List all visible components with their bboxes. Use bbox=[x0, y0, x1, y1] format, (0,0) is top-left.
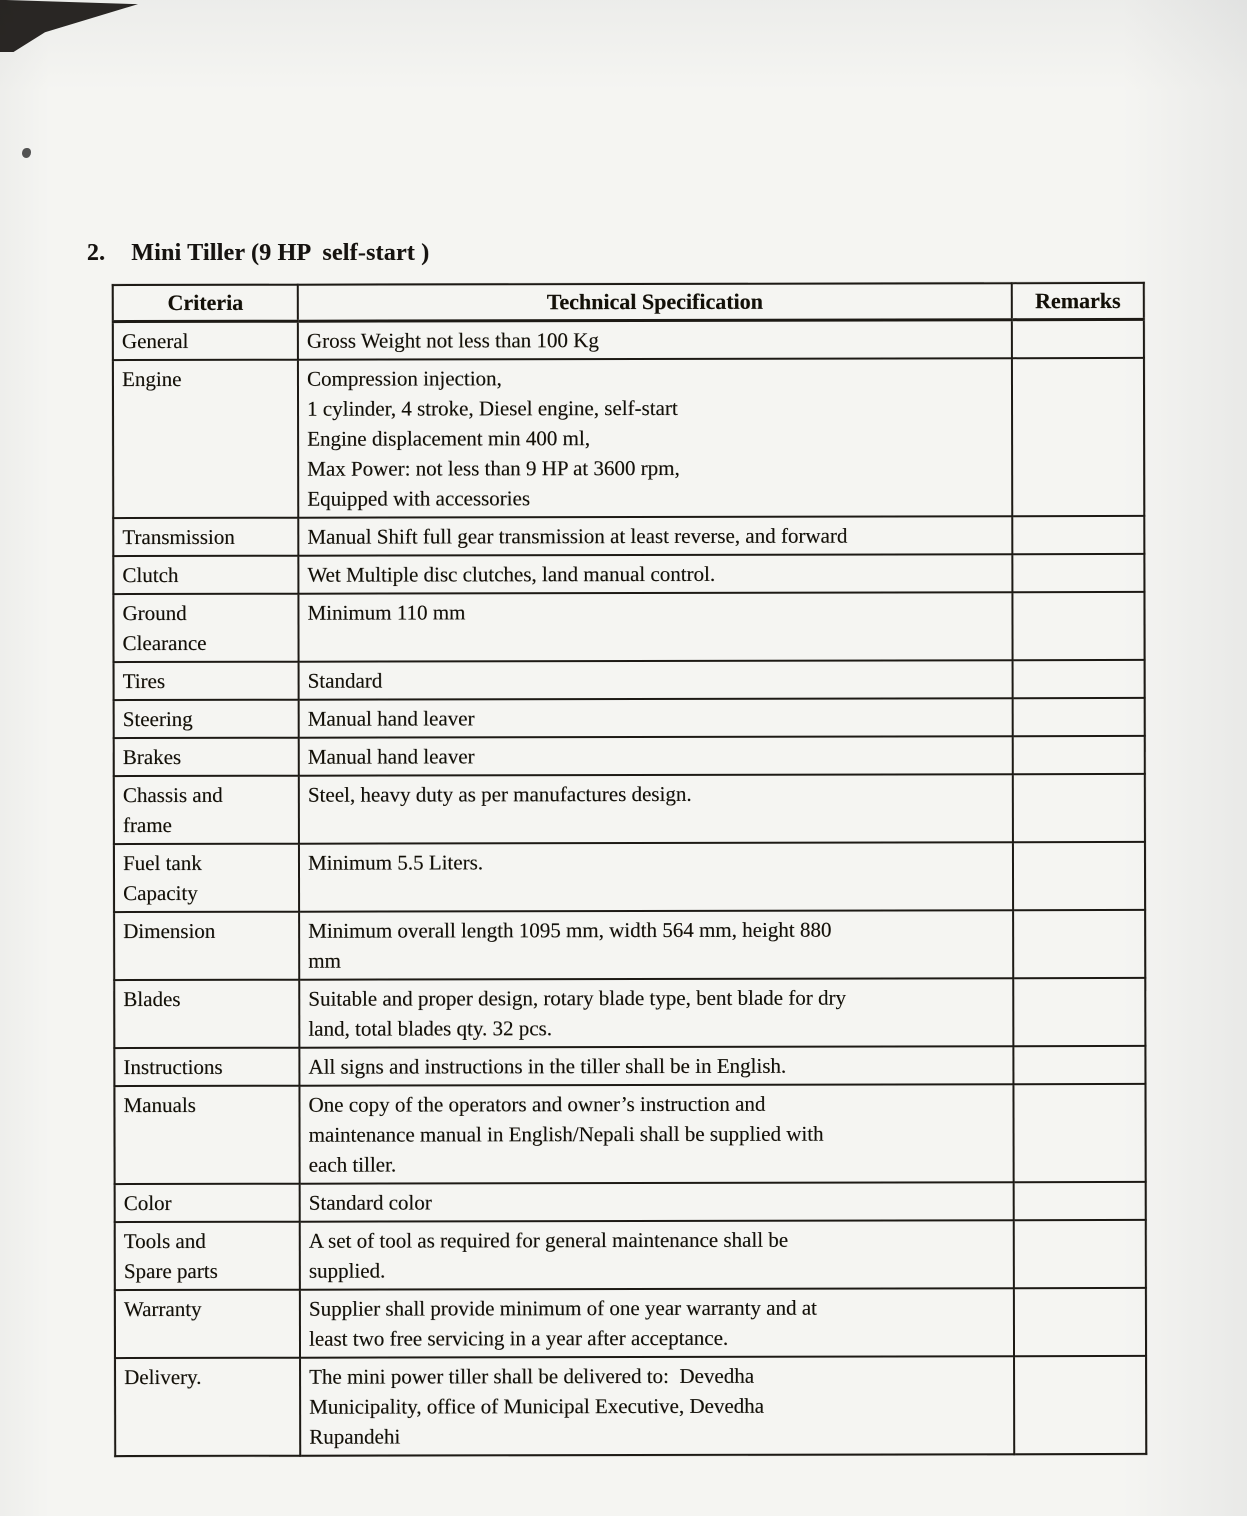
criteria-line: Steering bbox=[122, 706, 193, 732]
spec-line: Gross Weight not less than 100 Kg bbox=[306, 328, 599, 353]
criteria-cell bbox=[113, 518, 298, 556]
criteria-cell bbox=[114, 776, 299, 844]
spec-cell bbox=[299, 660, 1013, 699]
criteria-line: Capacity bbox=[123, 880, 198, 906]
spec-line: land, total blades qty. 32 pcs. bbox=[308, 1016, 552, 1041]
remarks-cell bbox=[1014, 1288, 1146, 1356]
spec-cell bbox=[299, 842, 1013, 911]
spec-line: Minimum 110 mm bbox=[307, 600, 466, 625]
spec-line: Manual hand leaver bbox=[307, 706, 475, 731]
spec-line: least two free servicing in a year after acceptance. bbox=[308, 1325, 729, 1351]
table-row bbox=[114, 842, 1145, 912]
criteria-line: Instructions bbox=[123, 1054, 223, 1080]
criteria-line: Fuel tank bbox=[122, 850, 202, 876]
criteria-line: frame bbox=[122, 812, 172, 838]
criteria-line: Delivery. bbox=[124, 1364, 202, 1390]
spec-cell bbox=[298, 358, 1012, 517]
spec-cell bbox=[299, 774, 1013, 843]
spec-line: Manual Shift full gear transmission at least reverse, and forward bbox=[307, 523, 848, 549]
spec-line: supplied. bbox=[308, 1258, 386, 1283]
criteria-cell bbox=[114, 738, 299, 776]
criteria-cell bbox=[114, 1048, 299, 1086]
spec-cell bbox=[298, 554, 1012, 593]
spec-cell bbox=[298, 592, 1012, 661]
spec-line: mm bbox=[308, 948, 341, 973]
remarks-cell bbox=[1014, 1356, 1146, 1454]
criteria-cell bbox=[114, 844, 299, 912]
spec-line: Suitable and proper design, rotary blade type, bent blade for dry bbox=[308, 985, 846, 1011]
spec-line: each tiller. bbox=[308, 1152, 397, 1177]
criteria-cell bbox=[115, 1184, 300, 1222]
table-row bbox=[113, 358, 1144, 518]
spec-line: Minimum 5.5 Liters. bbox=[307, 850, 484, 875]
table-row bbox=[114, 1046, 1145, 1086]
table-row bbox=[114, 910, 1145, 980]
table-row bbox=[113, 516, 1144, 556]
spec-line: A set of tool as required for general maintenance shall be bbox=[308, 1227, 789, 1253]
criteria-cell bbox=[114, 700, 299, 738]
remarks-cell bbox=[1013, 736, 1145, 774]
table-row bbox=[114, 978, 1145, 1048]
criteria-cell bbox=[113, 556, 298, 594]
remarks-cell bbox=[1012, 319, 1144, 358]
spec-cell bbox=[300, 1356, 1014, 1455]
table-body bbox=[113, 319, 1146, 1456]
table-row bbox=[113, 592, 1144, 662]
criteria-cell bbox=[114, 980, 299, 1048]
spec-cell bbox=[298, 516, 1012, 555]
spec-line: Manual hand leaver bbox=[307, 744, 475, 769]
spec-line: Municipality, office of Municipal Executive, Devedha bbox=[309, 1393, 765, 1419]
criteria-line: Engine bbox=[121, 366, 182, 392]
spec-line: Supplier shall provide minimum of one year warranty and at bbox=[308, 1295, 817, 1321]
specification-table bbox=[112, 282, 1147, 1457]
spec-cell bbox=[299, 978, 1013, 1047]
spec-line: Rupandehi bbox=[309, 1424, 401, 1449]
criteria-cell bbox=[113, 321, 298, 360]
criteria-line: General bbox=[121, 328, 189, 354]
criteria-line: Chassis and bbox=[122, 782, 223, 808]
section-number: 2. bbox=[86, 240, 106, 266]
spec-cell bbox=[300, 1288, 1014, 1357]
table-row bbox=[115, 1182, 1146, 1222]
table-row bbox=[114, 698, 1145, 738]
criteria-cell bbox=[113, 594, 298, 662]
criteria-cell bbox=[114, 912, 299, 980]
spec-cell bbox=[300, 1182, 1014, 1221]
remarks-cell bbox=[1012, 358, 1144, 516]
criteria-line: Dimension bbox=[123, 918, 216, 944]
remarks-cell bbox=[1013, 842, 1145, 910]
spec-cell bbox=[299, 910, 1013, 979]
header-technical-specification: Technical Specification bbox=[298, 283, 1012, 321]
remarks-cell bbox=[1013, 660, 1145, 698]
remarks-cell bbox=[1014, 1220, 1146, 1288]
spec-line: The mini power tiller shall be delivered to: Devedha bbox=[309, 1363, 755, 1389]
table-row bbox=[115, 1356, 1146, 1456]
criteria-cell bbox=[114, 1086, 299, 1184]
criteria-cell bbox=[113, 360, 298, 518]
document-title bbox=[62, 213, 429, 294]
spec-line: Minimum overall length 1095 mm, width 564 mm, height 880 bbox=[308, 917, 832, 943]
spec-line: Equipped with accessories bbox=[307, 486, 531, 511]
spec-line: One copy of the operators and owner’s instruction and bbox=[308, 1091, 766, 1117]
remarks-cell bbox=[1012, 554, 1144, 592]
header-criteria: Criteria bbox=[113, 285, 298, 322]
table-row bbox=[114, 1084, 1145, 1184]
spec-line: Compression injection, bbox=[306, 366, 502, 391]
criteria-line: Clutch bbox=[122, 562, 179, 588]
criteria-line: Ground bbox=[122, 600, 187, 626]
header-remarks: Remarks bbox=[1012, 283, 1144, 320]
header-row bbox=[113, 283, 1144, 322]
table-row bbox=[114, 660, 1145, 700]
criteria-cell bbox=[115, 1358, 300, 1456]
spec-line: Engine displacement min 400 ml, bbox=[307, 426, 590, 451]
criteria-line: Spare parts bbox=[123, 1258, 218, 1284]
remarks-cell bbox=[1013, 978, 1145, 1046]
spec-line: Wet Multiple disc clutches, land manual control. bbox=[307, 561, 716, 587]
criteria-line: Warranty bbox=[123, 1296, 202, 1322]
criteria-line: Clearance bbox=[122, 630, 207, 656]
criteria-cell bbox=[115, 1290, 300, 1358]
criteria-cell bbox=[114, 662, 299, 700]
criteria-line: Transmission bbox=[122, 524, 235, 550]
criteria-cell bbox=[115, 1222, 300, 1290]
spec-line: Steel, heavy duty as per manufactures design. bbox=[307, 781, 692, 807]
spec-cell bbox=[299, 736, 1013, 775]
spec-cell bbox=[299, 1046, 1013, 1085]
criteria-line: Blades bbox=[123, 986, 181, 1012]
table-row bbox=[113, 319, 1144, 360]
spec-line: Standard color bbox=[308, 1190, 432, 1215]
spec-line: Max Power: not less than 9 HP at 3600 rpm, bbox=[307, 455, 680, 481]
spec-line: maintenance manual in English/Nepali shall be supplied with bbox=[308, 1121, 824, 1147]
table-row bbox=[115, 1220, 1146, 1290]
criteria-line: Color bbox=[123, 1190, 172, 1216]
remarks-cell bbox=[1013, 774, 1145, 842]
section-title: Mini Tiller (9 HP self-start ) bbox=[131, 240, 430, 266]
remarks-cell bbox=[1012, 592, 1144, 660]
ink-dot-artifact bbox=[22, 148, 31, 158]
criteria-line: Tools and bbox=[123, 1228, 206, 1254]
remarks-cell bbox=[1014, 1182, 1146, 1220]
table-row bbox=[115, 1288, 1146, 1358]
spec-line: All signs and instructions in the tiller shall be in English. bbox=[308, 1053, 787, 1079]
spec-cell bbox=[299, 1084, 1013, 1183]
spec-line: 1 cylinder, 4 stroke, Diesel engine, self-start bbox=[307, 395, 678, 421]
scan-corner-artifact bbox=[0, 0, 150, 52]
criteria-line: Tires bbox=[122, 668, 166, 694]
table-row bbox=[113, 554, 1144, 594]
spec-cell bbox=[298, 320, 1012, 360]
criteria-line: Brakes bbox=[122, 744, 182, 770]
criteria-line: Manuals bbox=[123, 1092, 196, 1118]
spec-cell bbox=[300, 1220, 1014, 1289]
remarks-cell bbox=[1013, 1046, 1145, 1084]
table-row bbox=[114, 736, 1145, 776]
spec-line: Standard bbox=[307, 668, 383, 693]
remarks-cell bbox=[1012, 516, 1144, 554]
remarks-cell bbox=[1013, 698, 1145, 736]
table-row bbox=[114, 774, 1145, 844]
remarks-cell bbox=[1013, 910, 1145, 978]
spec-cell bbox=[299, 698, 1013, 737]
remarks-cell bbox=[1013, 1084, 1145, 1182]
